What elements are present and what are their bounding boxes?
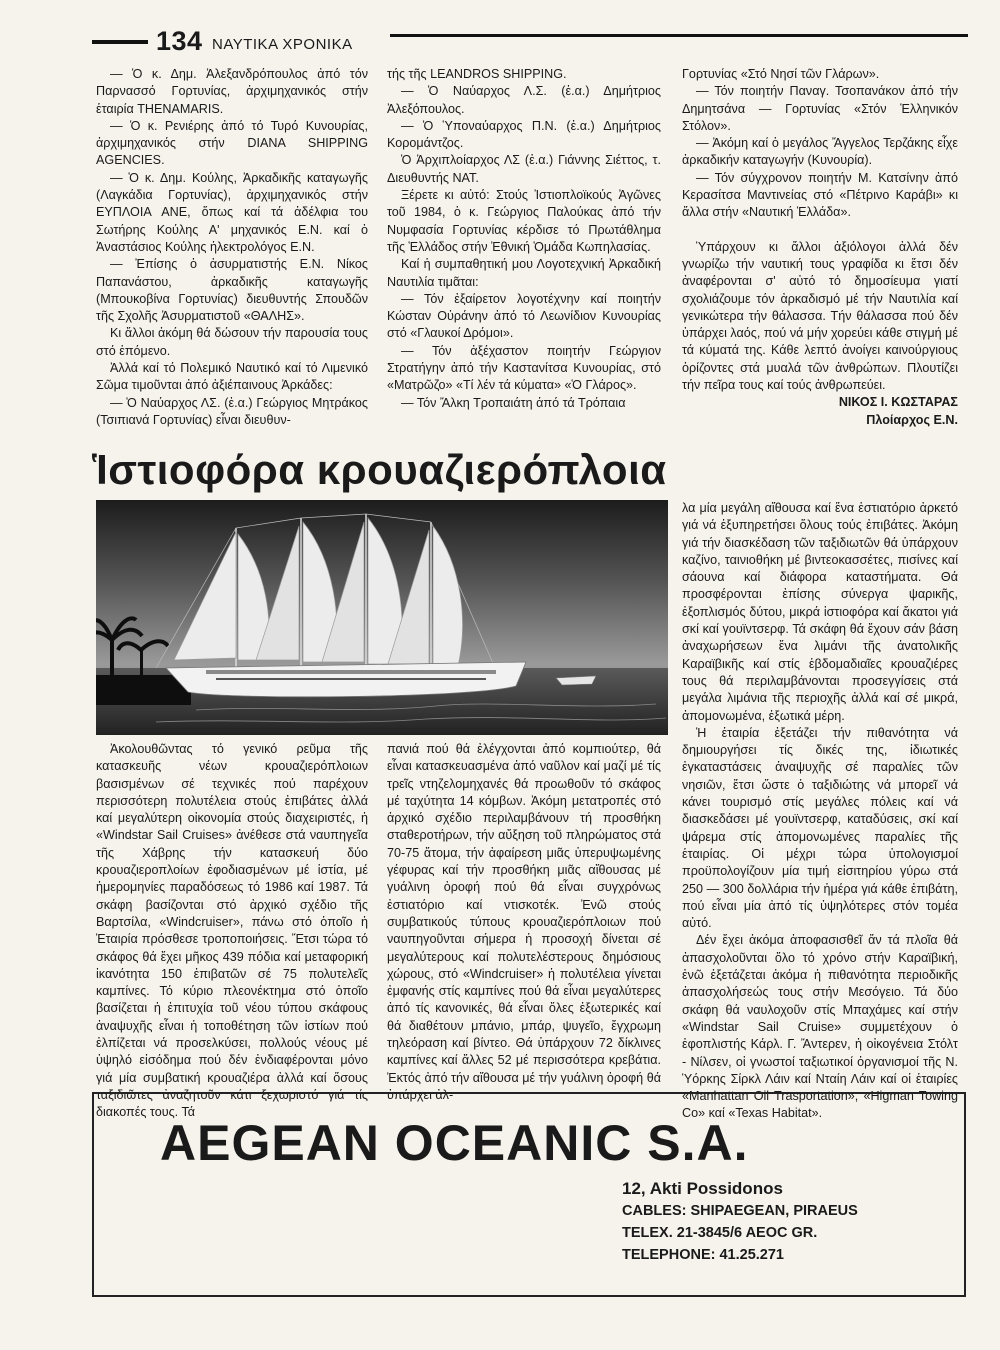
paragraph: — Τόν Ἄλκη Τροπαιάτη ἀπό τά Τρόπαια — [401, 395, 626, 410]
article-column-1 — [96, 741, 368, 1122]
paragraph: Δέν ἔχει ἀκόμα ἀποφασισθεῖ ἄν τά πλοῖα θά ἀπασχολοῦνται ὅλο τό χρόνο στήν Καραϊβική, ἐνῶ ἐξετάζεται ἀκόμα ἡ πιθανότητα περιοδικῆς ἀπασχολήσεώς τους στήν Μεσόγειο. Τά δύο σκάφη θά ναυλοχοῦν στίς Μπαχάμες καί στήν «Windstar Sail Cruise» συμμετέχουν ὁ ἐφοπλιστής Κάρλ. Γ. Ἄντερεν, ἡ οἰκογένεια Στόλτ - Νίλσεν, οἱ γνωστοί ταξιωτικοί ὀργανισμοί τῆς Ν. Ὑόρκης Σίρκλ Λάιν καί Νταίη Λάιν καί οἱ ἑταιρίες «Manhattan Oil Trasportation», «Higman Towing Co» καί «Texas Habitat». — [682, 933, 958, 1121]
paragraph: τής τῆς LEANDROS SHIPPING. — [387, 67, 567, 81]
top-column-2 — [387, 66, 661, 412]
article-right-column — [682, 500, 958, 1123]
ad-company-name: AEGEAN OCEANIC S.A. — [160, 1115, 749, 1171]
header-rule-left — [92, 40, 148, 44]
paragraph: — Ὁ Ναύαρχος Λ.Σ. (ἐ.α.) Δημήτριος Ἀλεξόπουλος. — [387, 84, 661, 116]
paragraph: Ἡ ἑταιρία ἐξετάζει τήν πιθανότητα νά δημιουργήσει τίς δικές της, ἰδιωτικές ἐγκαταστάσεις ἀναψυχῆς σέ παραλίες τῶν νησιῶν, ἔτσι ὥστε ὁ ταξιδιώτης νά μπορεῖ νά κάνει τουρισμό στίς μεγάλες πόλεις καί νά διασκεδάσει μέ γουϊντσερφ, καταδύσεις, σκί καί ψάρεμα στίς ἀπομονωμένες παραλίες τῆς ἑταιρίας. Οἱ μέχρι τώρα ὑπολογισμοί προϋπολογίζουν μία τιμή εἰσιτηρίου γύρω στά 250 — 300 δολλάρια τήν ἡμέρα γιά κάθε ἐπιβάτη, πού εἶναι μία ἀπό τίς ὑψηλότερες στόν τομέα αὐτό. — [682, 725, 958, 931]
paragraph: — Ἐπίσης ὁ ἀσυρματιστής Ε.Ν. Νίκος Παπανάστου, ἀρκαδικῆς καταγωγῆς (Μπουκοβίνα Γορτυνίας) διευθυντής Σπουδῶν τῆς Σχολῆς Ἀσυρματιστοῦ «ΘΑΛΗΣ». — [96, 257, 368, 324]
page-number: 134 — [156, 26, 203, 56]
advertisement — [92, 1092, 966, 1297]
paragraph: Καί ἡ συμπαθητική μου Λογοτεχνική Ἀρκαδική Ναυτιλία τιμᾶται: — [387, 257, 661, 289]
paragraph: — Ὁ κ. Δημ. Κούλης, Ἀρκαδικῆς καταγωγῆς (Λαγκάδια Γορτυνίας), ἀρχιμηχανικός στήν ΕΥΠΛΟΙΑ ΑΝΕ, ὅπως καί τά ἀδέλφια του Σωτήρης Κούλης Α' μηχανικός Ε.Ν. καί ὁ Ἀναστάσιος Κούλης ἠλεκτρολόγος Ε.Ν. — [96, 170, 368, 254]
paragraph: πανιά πού θά ἐλέγχονται ἀπό κομπιούτερ, θά εἶναι κατασκευασμένα ἀπό ναῦλον καί μαζί μέ τίς τρεῖς ντηζελομηχανές θά προωθοῦν τό σκάφος μέ ταχύτητα 14 κόμβων. Ἀκόμη μετατροπές στό ἀρχικό σχέδιο περιλαμβάνουν τή προσθήκη σταθεροτήρων, τήν αὔξηση τοῦ πληρώματος στά 70-75 ἄτομα, τήν ἀφαίρεση μιᾶς ὑπερυψωμένης γέφυρας καί τήν προσθήκη μιᾶς αἴθουσας μέ γυάλινη ὀροφή πού θά εἶναι συγχρόνως ἐστιατόριο καί ντισκοτέκ. Ἐνῶ στούς συμβατικούς τύπους κρουαζιερόπλοιων πού ναυπηγοῦνται σήμερα ἡ προσοχή δίνεται σέ μεγαλύτερους καί πολυτελέστερους δημόσιους χώρους, στό «Windcruiser» ἡ πολυτέλεια γίνεται ἐμφανής στίς καμπίνες πού θά εἶναι μεγαλύτερες ἀπό τίς κανονικές, θά εἶναι ὅλες ἐξωτερικές καί θά διαθέτουν μπάνιο, μπάρ, ψυγεῖο, ἔγχρωμη τηλεόραση καί βίντεο. Θά ὑπάρχουν 72 δίκλινες καμπίνες καί ἄλλες 52 μέ περισσότερα κρεβάτια. Ἐκτός ἀπό τήν αἴθουσα μέ τήν γυάλινη ὀροφή θά ὑπάρχει ἀλ- — [387, 742, 661, 1102]
article-column-2 — [387, 741, 661, 1104]
ad-address: 12, Akti Possidonos — [622, 1179, 783, 1198]
top-column-3 — [682, 66, 958, 429]
author-title: Πλοίαρχος Ε.Ν. — [866, 412, 958, 427]
paragraph: — Ἀκόμη καί ὁ μεγάλος Ἄγγελος Τερζάκης εἶχε ἀρκαδικήν καταγωγήν (Κυνουρία). — [682, 136, 958, 168]
paragraph: λα μία μεγάλη αἴθουσα καί ἕνα ἑστιατόριο ἀρκετό γιά νά ἐξυπηρετήσει ὅλους τούς ἐπιβάτες. Ἀκόμη γιά τήν διασκέδαση τῶν ταξιδιωτῶν θά ὑπάρχουν καζίνο, ταινιοθήκη μέ βιντεοκασσέτες, πισίνες καί σάουνα καί διάφορα καταστήματα. Θά προσφέρονται ἐπίσης σύνεργα ψαρικῆς, ἐξοπλισμός δύτου, μικρά ἱστιοφόρα καί ἄκατοι γιά σκί καί γουϊντσερφ. Τά σκάφη θά ἔχουν σάν βάση ἀναχωρήσεων ἕνα λιμάνι τῆς ἀνατολικῆς Καραϊβικῆς καί στίς ἑβδομαδιαῖες κρουαζιέρες τους θά περιλαμβάνονται προσεγγίσεις στά μεγάλα λιμάνια τῆς περιοχῆς ἀλλά καί σέ μικρά, ἀπομονωμένα, ἐξωτικά μέρη. — [682, 501, 958, 723]
ad-telephone: TELEPHONE: 41.25.271 — [622, 1247, 784, 1263]
paragraph: — Τόν ποιητήν Παναγ. Τσοπανάκον ἀπό τήν Δημητσάνα — Γορτυνίας «Στόν Ἑλληνικόν Στόλον». — [682, 84, 958, 133]
paragraph: — Ὁ Ναύαρχος ΛΣ. (ἐ.α.) Γεώργιος Μητράκος (Τσιπιανά Γορτυνίας) εἶναι διευθυν- — [96, 395, 368, 427]
paragraph: Ὁ Ἀρχιπλοίαρχος ΛΣ (ἐ.α.) Γιάννης Σιέττος, τ. Διευθυντής ΝΑΤ. — [387, 153, 661, 185]
paragraph: — Τόν ἀξέχαστον ποιητήν Γεώργιον Στρατήγην ἀπό τήν Καστανίτσα Κυνουρίας, στό «Ματρῶζο» «Τί λέν τά κύματα» «Ὁ Γλάρος». — [387, 343, 661, 393]
header-rule-right — [390, 34, 968, 37]
paragraph: Ἀκολουθῶντας τό γενικό ρεῦμα τῆς κατασκευῆς νέων κρουαζιερόπλοιων βασισμένων σέ τεχνικές πού παρέχουν περισσότερη πολυτέλεια στούς ἐπιβάτες ἀλλά καί μεγαλύτερη οἰκονομία στούς διαχειριστές, ἡ «Windstar Sail Cruises» ἀνέθεσε στά ναυπηγεῖα τῆς Χάβρης τήν κατασκευή δύο κρουαζιεροπλοίων ἐφοδιασμένων μέ ἱστία, μέ ἡμερομηνίες παραδόσεως τό 1986 καί 1987. Τά σκάφη βασίζονται στό ἀρχικό σχέδιο τῆς Βαρτσίλα, «Windcruiser», πάνω στό ὁποῖο ἡ Ἑταιρία πρόσθεσε τροποποιήσεις. Ἔτσι τώρα τό σκάφος θά ἔχει μῆκος 439 πόδια καί μεταφορική ἱκανότητα 150 ἐπιβατῶν σέ 75 πολυτελεῖς καμπίνες. Τό κύριο πλεονέκτημα στό ὁποῖο βασίζεται ἡ ἐπιτυχία τοῦ νέου τύπου σκάφους ἀναψυχῆς εἶναι ἡ τοποθέτηση τῶν ἱστίων πού ἐλπίζεται νά προσελκύσει, πολλούς νέους μέ ὑψηλό εἰσόδημα πού δέν ἐνδιαφέρονται μόνο γιά μία συμβατική κρουαζιέρα ἀλλά καί ὅσους ταξιδιῶτες ἀναζητοῦν κάτι ξεχωριστό γιά τίς διακοπές τους. Τά — [96, 742, 368, 1120]
top-column-1 — [96, 66, 368, 429]
ad-contact-block — [622, 1178, 858, 1266]
paragraph: Κι ἄλλοι ἀκόμη θά δώσουν τήν παρουσία τους στό ἑπόμενο. — [96, 326, 368, 358]
magazine-name: ΝΑΥΤΙΚΑ ΧΡΟΝΙΚΑ — [212, 36, 353, 53]
article-title: Ἱστιοφόρα κρουαζιερόπλοια — [92, 446, 667, 493]
ad-cables: CABLES: SHIPAEGEAN, PIRAEUS — [622, 1203, 858, 1219]
author-name: ΝΙΚΟΣ Ι. ΚΩΣΤΑΡΑΣ — [838, 395, 958, 410]
sailing-cruise-ship-illustration — [96, 500, 668, 735]
paragraph: — Τόν ἐξαίρετον λογοτέχνην καί ποιητήν Κώσταν Οὐράνην ἀπό τό Λεωνίδιον Κυνουρίας στό «Γλαυκοί Δρόμοι». — [387, 291, 661, 341]
paragraph: — Ὁ Ὑποναύαρχος Π.Ν. (ἐ.α.) Δημήτριος Κορομάντζος. — [387, 118, 661, 151]
paragraph: — Τόν σύγχρονον ποιητήν Μ. Κατσίνην ἀπό Κερασίτσα Μαντινείας στό «Πέτρινο Καράβι» κι ἄλλα στήν «Ναυτική Ἑλλάδα». — [682, 170, 958, 220]
paragraph: Ὑπάρχουν κι ἄλλοι ἀξιόλογοι ἀλλά δέν γνωρίζω τήν ναυτική τους γραφίδα κι ἔτσι δέν ἀναφέρονται σ' αὐτό τό δημοσίευμα γιατί σχολιάζουμε τόν ἀρκαδισμό μέ τήν Ναυτιλία καί γενικώτερα τήν θάλασσα. Τήν θάλασσα πού δέν ὑπάρχει λαός, πού νά μήν χορεύει κάθε στιγμή μέ τά κύματά της. Κάθε λεπτό ἀνοίγει καινούργιους ὁρίζοντες στά μυαλά τῶν ἀνθρώπων. Πλουτίζει τήν πεῖρα τους καί τούς ἀνθρωπεύει. — [682, 239, 958, 393]
paragraph: Ξέρετε κι αὐτό: Στούς Ἰστιοπλοϊκούς Ἀγῶνες τοῦ 1984, ὁ κ. Γεώργιος Παλούκας ἀπό τήν Νυμφασία Γορτυνίας κέρδισε τό Πρωτάθλημα τῆς Ἑλλάδος στήν Ἐθνική Ὁμάδα Κωπηλασίας. — [387, 188, 661, 254]
paragraph: — Ὁ κ. Δημ. Ἀλεξανδρόπουλος ἀπό τόν Παρνασσό Γορτυνίας, ἀρχιμηχανικός στήν ἑταιρία THENAMARIS. — [96, 67, 368, 116]
paragraph: — Ὁ κ. Ρενιέρης ἀπό τό Τυρό Κυνουρίας, ἀρχιμηχανικός στήν DIANA SHIPPING AGENCIES. — [96, 118, 368, 168]
ad-telex: TELEX. 21-3845/6 AEOC GR. — [622, 1225, 818, 1241]
paragraph: Γορτυνίας «Στό Νησί τῶν Γλάρων». — [682, 67, 880, 81]
paragraph: Ἀλλά καί τό Πολεμικό Ναυτικό καί τό Λιμενικό Σῶμα τιμοῦνται ἀπό ἀξιέπαινους Ἀρκάδες: — [96, 361, 368, 393]
